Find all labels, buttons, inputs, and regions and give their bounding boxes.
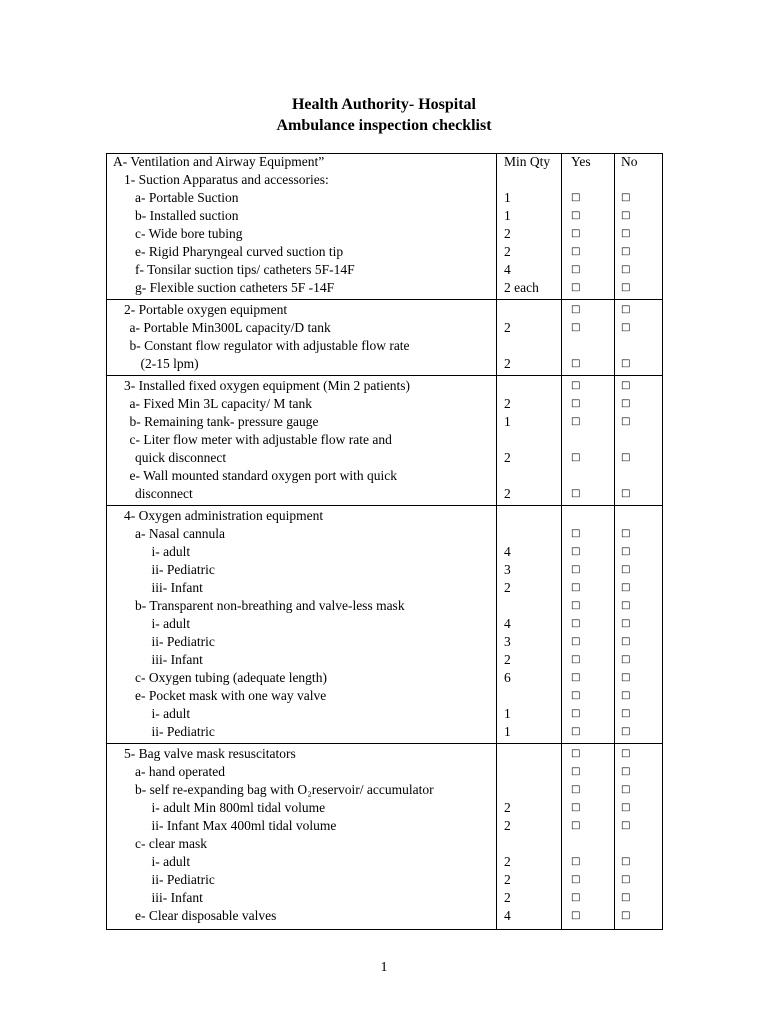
- item-label: ii- Infant Max 400ml tidal volume: [151, 818, 337, 833]
- item-label: b- Constant flow regulator with adjustable flow rate: [129, 338, 410, 353]
- item-label: b- Transparent non-breathing and valve-less mask: [135, 598, 405, 613]
- min-qty: 6: [504, 670, 511, 685]
- no-checkbox[interactable]: □: [621, 726, 631, 737]
- table-row: [0, 705, 768, 723]
- yes-checkbox[interactable]: □: [571, 488, 581, 499]
- item-label: b- Remaining tank- pressure gauge: [129, 414, 319, 429]
- yes-checkbox[interactable]: □: [571, 322, 581, 333]
- column-header-yes: Yes: [571, 154, 591, 169]
- min-qty: 1: [504, 724, 511, 739]
- min-qty: 2: [504, 580, 511, 595]
- table-row: [0, 633, 768, 651]
- yes-checkbox[interactable]: □: [571, 892, 581, 903]
- table-row: [0, 319, 768, 337]
- table-row: [0, 467, 768, 485]
- table-row: [0, 799, 768, 817]
- yes-checkbox[interactable]: □: [571, 304, 581, 315]
- yes-checkbox[interactable]: □: [571, 546, 581, 557]
- yes-checkbox[interactable]: □: [571, 564, 581, 575]
- item-label: 2- Portable oxygen equipment: [124, 302, 288, 317]
- item-label: ii- Pediatric: [151, 724, 215, 739]
- table-row: [0, 723, 768, 741]
- item-label: e- Rigid Pharyngeal curved suction tip: [135, 244, 344, 259]
- table-row: [0, 871, 768, 889]
- item-label: quick disconnect: [135, 450, 227, 465]
- column-header-qty: Min Qty: [504, 154, 551, 169]
- yes-checkbox[interactable]: □: [571, 726, 581, 737]
- yes-checkbox[interactable]: □: [571, 582, 581, 593]
- table-row: [0, 525, 768, 543]
- item-label: ii- Pediatric: [151, 872, 215, 887]
- no-checkbox[interactable]: □: [621, 874, 631, 885]
- no-checkbox[interactable]: □: [621, 802, 631, 813]
- item-label: 5- Bag valve mask resuscitators: [124, 746, 296, 761]
- no-checkbox[interactable]: □: [621, 304, 631, 315]
- yes-checkbox[interactable]: □: [571, 708, 581, 719]
- no-checkbox[interactable]: □: [621, 910, 631, 921]
- table-row: [0, 579, 768, 597]
- item-label: a- Nasal cannula: [135, 526, 225, 541]
- item-label: 1- Suction Apparatus and accessories:: [124, 172, 329, 187]
- item-label: A- Ventilation and Airway Equipment”: [113, 154, 325, 169]
- no-checkbox[interactable]: □: [621, 210, 631, 221]
- table-row: [0, 485, 768, 503]
- item-label: i- adult: [151, 544, 191, 559]
- yes-checkbox[interactable]: □: [571, 636, 581, 647]
- item-label: e- Clear disposable valves: [135, 908, 277, 923]
- no-checkbox[interactable]: □: [621, 766, 631, 777]
- min-qty: 2: [504, 226, 511, 241]
- table-row: [0, 189, 768, 207]
- document-subtitle: Ambulance inspection checklist: [276, 117, 492, 134]
- no-checkbox[interactable]: □: [621, 546, 631, 557]
- table-row: [0, 279, 768, 297]
- table-row: [0, 355, 768, 373]
- no-checkbox[interactable]: □: [621, 452, 631, 463]
- item-label: i- adult: [151, 854, 191, 869]
- document-title: Health Authority- Hospital: [291, 96, 476, 113]
- table-row: [0, 507, 768, 525]
- min-qty: 1: [504, 706, 511, 721]
- no-checkbox[interactable]: □: [621, 282, 631, 293]
- table-row: [0, 615, 768, 633]
- item-label: c- Liter flow meter with adjustable flow rate and: [129, 432, 392, 447]
- yes-checkbox[interactable]: □: [571, 856, 581, 867]
- yes-checkbox[interactable]: □: [571, 748, 581, 759]
- table-row: [0, 243, 768, 261]
- no-checkbox[interactable]: □: [621, 820, 631, 831]
- item-label: 4- Oxygen administration equipment: [124, 508, 324, 523]
- item-label: ii- Pediatric: [151, 562, 215, 577]
- table-row: [0, 543, 768, 561]
- no-checkbox[interactable]: □: [621, 192, 631, 203]
- min-qty: 2: [504, 800, 511, 815]
- no-checkbox[interactable]: □: [621, 582, 631, 593]
- min-qty: 2: [504, 356, 511, 371]
- yes-checkbox[interactable]: □: [571, 820, 581, 831]
- item-label: a- Fixed Min 3L capacity/ M tank: [129, 396, 312, 411]
- yes-checkbox[interactable]: □: [571, 672, 581, 683]
- table-row: [0, 207, 768, 225]
- item-label: a- Portable Min300L capacity/D tank: [129, 320, 331, 335]
- no-checkbox[interactable]: □: [621, 322, 631, 333]
- yes-checkbox[interactable]: □: [571, 690, 581, 701]
- table-row: [0, 781, 768, 799]
- min-qty: 2: [504, 818, 511, 833]
- item-label: i- adult Min 800ml tidal volume: [151, 800, 326, 815]
- table-row: [0, 835, 768, 853]
- no-checkbox[interactable]: □: [621, 856, 631, 867]
- no-checkbox[interactable]: □: [621, 748, 631, 759]
- yes-checkbox[interactable]: □: [571, 264, 581, 275]
- yes-checkbox[interactable]: □: [571, 452, 581, 463]
- item-label: e- Pocket mask with one way valve: [135, 688, 327, 703]
- min-qty: 1: [504, 190, 511, 205]
- no-checkbox[interactable]: □: [621, 892, 631, 903]
- no-checkbox[interactable]: □: [621, 358, 631, 369]
- min-qty: 2: [504, 890, 511, 905]
- yes-checkbox[interactable]: □: [571, 654, 581, 665]
- yes-checkbox[interactable]: □: [571, 618, 581, 629]
- yes-checkbox[interactable]: □: [571, 398, 581, 409]
- yes-checkbox[interactable]: □: [571, 528, 581, 539]
- item-label: iii- Infant: [151, 652, 203, 667]
- table-row: [0, 763, 768, 781]
- item-label: a- hand operated: [135, 764, 225, 779]
- min-qty: 4: [504, 262, 511, 277]
- no-checkbox[interactable]: □: [621, 264, 631, 275]
- min-qty: 2: [504, 396, 511, 411]
- item-label: iii- Infant: [151, 890, 203, 905]
- table-row: [0, 817, 768, 835]
- no-checkbox[interactable]: □: [621, 654, 631, 665]
- yes-checkbox[interactable]: □: [571, 600, 581, 611]
- item-label: f- Tonsilar suction tips/ catheters 5F-14F: [135, 262, 355, 277]
- no-checkbox[interactable]: □: [621, 600, 631, 611]
- table-row: [0, 561, 768, 579]
- no-checkbox[interactable]: □: [621, 690, 631, 701]
- yes-checkbox[interactable]: □: [571, 784, 581, 795]
- table-row: [0, 745, 768, 763]
- yes-checkbox[interactable]: □: [571, 192, 581, 203]
- yes-checkbox[interactable]: □: [571, 210, 581, 221]
- table-row: [0, 261, 768, 279]
- table-row: [0, 651, 768, 669]
- yes-checkbox[interactable]: □: [571, 874, 581, 885]
- table-row: [0, 301, 768, 319]
- yes-checkbox[interactable]: □: [571, 766, 581, 777]
- min-qty: 3: [504, 562, 511, 577]
- item-label: (2-15 lpm): [140, 356, 199, 371]
- yes-checkbox[interactable]: □: [571, 910, 581, 921]
- no-checkbox[interactable]: □: [621, 398, 631, 409]
- item-label: b- Installed suction: [135, 208, 239, 223]
- yes-checkbox[interactable]: □: [571, 228, 581, 239]
- min-qty: 3: [504, 634, 511, 649]
- item-label: disconnect: [135, 486, 193, 501]
- table-row: [0, 225, 768, 243]
- yes-checkbox[interactable]: □: [571, 380, 581, 391]
- item-label: c- clear mask: [135, 836, 207, 851]
- min-qty: 1: [504, 208, 511, 223]
- min-qty: 2: [504, 872, 511, 887]
- no-checkbox[interactable]: □: [621, 708, 631, 719]
- min-qty: 2 each: [504, 280, 539, 295]
- no-checkbox[interactable]: □: [621, 636, 631, 647]
- table-row: [0, 337, 768, 355]
- table-row: [0, 377, 768, 395]
- table-row: [0, 907, 768, 925]
- min-qty: 4: [504, 616, 511, 631]
- table-row: [0, 171, 768, 189]
- table-row: [0, 449, 768, 467]
- yes-checkbox[interactable]: □: [571, 246, 581, 257]
- no-checkbox[interactable]: □: [621, 618, 631, 629]
- column-header-no: No: [621, 154, 638, 169]
- item-label: b- self re-expanding bag with O₂reservoir/ accumulator: [135, 782, 434, 797]
- table-row: [0, 431, 768, 449]
- min-qty: 2: [504, 450, 511, 465]
- item-label: a- Portable Suction: [135, 190, 239, 205]
- item-label: c- Wide bore tubing: [135, 226, 243, 241]
- table-row: [0, 597, 768, 615]
- yes-checkbox[interactable]: □: [571, 802, 581, 813]
- no-checkbox[interactable]: □: [621, 784, 631, 795]
- min-qty: 4: [504, 544, 511, 559]
- no-checkbox[interactable]: □: [621, 564, 631, 575]
- min-qty: 2: [504, 854, 511, 869]
- no-checkbox[interactable]: □: [621, 228, 631, 239]
- yes-checkbox[interactable]: □: [571, 282, 581, 293]
- table-row: [0, 889, 768, 907]
- item-label: c- Oxygen tubing (adequate length): [135, 670, 327, 685]
- item-label: g- Flexible suction catheters 5F -14F: [135, 280, 335, 295]
- no-checkbox[interactable]: □: [621, 488, 631, 499]
- no-checkbox[interactable]: □: [621, 416, 631, 427]
- table-row: [0, 687, 768, 705]
- yes-checkbox[interactable]: □: [571, 416, 581, 427]
- no-checkbox[interactable]: □: [621, 246, 631, 257]
- item-label: ii- Pediatric: [151, 634, 215, 649]
- min-qty: 1: [504, 414, 511, 429]
- min-qty: 2: [504, 244, 511, 259]
- table-row: [0, 413, 768, 431]
- table-row: [0, 669, 768, 687]
- item-label: i- adult: [151, 706, 191, 721]
- no-checkbox[interactable]: □: [621, 672, 631, 683]
- table-row: [0, 853, 768, 871]
- table-row: [0, 395, 768, 413]
- item-label: e- Wall mounted standard oxygen port with quick: [129, 468, 397, 483]
- no-checkbox[interactable]: □: [621, 380, 631, 391]
- item-label: 3- Installed fixed oxygen equipment (Min 2 patients): [124, 378, 411, 393]
- yes-checkbox[interactable]: □: [571, 358, 581, 369]
- min-qty: 4: [504, 908, 511, 923]
- table-row: [0, 153, 768, 171]
- item-label: i- adult: [151, 616, 191, 631]
- min-qty: 2: [504, 652, 511, 667]
- page-number: 1: [380, 960, 388, 975]
- item-label: iii- Infant: [151, 580, 203, 595]
- no-checkbox[interactable]: □: [621, 528, 631, 539]
- min-qty: 2: [504, 486, 511, 501]
- min-qty: 2: [504, 320, 511, 335]
